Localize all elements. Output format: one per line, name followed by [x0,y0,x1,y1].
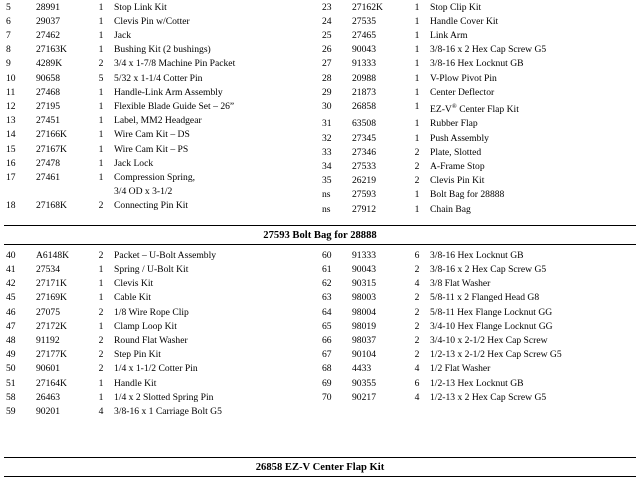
cell-part: 90043 [352,44,376,56]
cell-desc: 3/8 Flat Washer [430,278,491,290]
cell-item: 34 [322,160,332,172]
cell-desc: Jack [114,29,132,41]
cell-part: A6148K [36,249,70,261]
cell-item: ns [322,189,331,201]
cell-desc: 3/4 OD x 3-1/2 [114,186,173,198]
table-row [320,57,636,71]
section-banner-bolt-bag: 27593 Bolt Bag for 28888 [4,225,636,245]
cell-part: 90658 [36,72,60,84]
table-row [320,202,636,216]
cell-part: 90601 [36,363,60,375]
table-row [4,376,320,390]
cell-part: 90217 [352,391,376,403]
cell-desc: V-Plow Pivot Pin [430,72,497,84]
table-row [4,390,320,404]
table-row [4,0,320,14]
table-row [4,43,320,57]
cell-qty: 1 [414,44,420,56]
cell-desc: Bushing Kit (2 bushings) [114,44,211,56]
cell-item: 41 [6,263,16,275]
cell-part: 27534 [36,263,60,275]
cell-part: 26858 [352,100,376,112]
cell-qty: 1 [98,263,104,275]
cell-item: 45 [6,292,16,304]
cell-qty: 1 [98,115,104,127]
cell-desc: Center Deflector [430,86,495,98]
table-row [320,188,636,202]
cell-item [4,185,34,199]
cell-qty: 1 [98,15,104,27]
cell-desc: 3/8-16 x 2 Hex Cap Screw G5 [430,263,547,275]
table-row [4,333,320,347]
table-row [320,0,636,14]
table-row [320,117,636,131]
cell-qty: 2 [414,263,420,275]
cell-part: 29037 [36,15,60,27]
cell-item: 51 [6,377,16,389]
table-row [320,305,636,319]
cell-desc: Clevis Pin Kit [430,175,485,187]
cell-part: 27345 [352,132,376,144]
top-section [4,0,636,222]
cell-qty: 6 [414,377,420,389]
top-left-column [4,0,320,222]
cell-qty: 1 [414,58,420,70]
cell-desc: Push Assembly [430,132,489,144]
cell-part: 27912 [352,203,376,215]
cell-item [4,216,34,219]
cell-part: 27171K [36,278,67,290]
cell-desc: A-Frame Stop [430,160,485,172]
cell-desc: 1/2-13 x 2 Hex Cap Screw G5 [430,391,547,403]
cell-qty [90,216,112,219]
cell-desc: 1/2 Flat Washer [430,363,491,375]
cell-part: 27451 [36,115,60,127]
cell-qty: 1 [98,86,104,98]
cell-item: 9 [6,58,11,70]
cell-desc: 5/32 x 1-1/4 Cotter Pin [114,72,203,84]
cell-desc: Handle-Link Arm Assembly [114,86,223,98]
cell-qty: 1 [98,377,104,389]
cell-part: 98003 [352,292,376,304]
cell-part: 27162K [352,1,383,13]
cell-desc: 3/8-16 Hex Locknut GB [430,58,524,70]
cell-part [34,185,90,199]
table-row [320,71,636,85]
cell-desc [112,216,320,219]
cell-item: 12 [6,100,16,112]
table-row [4,57,320,71]
cell-part: 27169K [36,292,67,304]
table-row [320,348,636,362]
table-row [320,376,636,390]
cell-part: 4433 [352,363,372,375]
cell-qty: 4 [98,405,104,417]
cell-qty: 2 [98,200,104,212]
cell-part: 27478 [36,157,60,169]
spacer-cell [320,216,636,222]
cell-desc: Rubber Flap [430,118,478,130]
cell-item: 50 [6,363,16,375]
bottom-left-column [4,248,320,418]
cell-qty: 2 [414,160,420,172]
cell-item: 49 [6,349,16,361]
table-row [4,277,320,291]
cell-qty: 1 [414,86,420,98]
cell-qty: 1 [414,72,420,84]
cell-part: 28991 [36,1,60,13]
cell-qty: 2 [414,320,420,332]
cell-item: 40 [6,249,16,261]
cell-qty: 4 [414,363,420,375]
cell-item: 61 [322,263,332,275]
cell-part: 91333 [352,249,376,261]
cell-desc: Wire Cam Kit – DS [114,129,190,141]
cell-item: 64 [322,306,332,318]
table-row [320,319,636,333]
cell-part: 27468 [36,86,60,98]
cell-item: 65 [322,320,332,332]
table-row [4,248,320,262]
cell-item: 29 [322,86,332,98]
cell-part: 90043 [352,263,376,275]
cell-item: 15 [6,143,16,155]
table-row [4,14,320,28]
bottom-left-tbody [4,248,320,418]
cell-part: 27346 [352,146,376,158]
cell-qty: 1 [414,1,420,13]
table-row [320,174,636,188]
cell-item: 14 [6,129,16,141]
cell-part: 90104 [352,349,376,361]
cell-desc: 3/8-16 Hex Locknut GB [430,249,524,261]
cell-qty: 1 [98,29,104,41]
table-row [4,404,320,418]
cell-item: 69 [322,377,332,389]
cell-part: 27195 [36,100,60,112]
cell-desc: Bolt Bag for 28888 [430,189,505,201]
table-row [4,305,320,319]
top-right-tbody [320,0,636,222]
cell-item: 28 [322,72,332,84]
cell-qty: 4 [414,278,420,290]
table-row [4,114,320,128]
cell-item: 5 [6,1,11,13]
table-row [4,185,320,199]
cell-desc: 5/8-11 x 2 Flanged Head G8 [430,292,540,304]
table-row [4,199,320,213]
bottom-right-tbody [320,248,636,404]
cell-qty: 1 [414,189,420,201]
cell-item: 13 [6,115,16,127]
cell-qty [90,185,112,199]
cell-desc: Clamp Loop Kit [114,320,177,332]
cell-item: 23 [322,1,332,13]
cell-part: 4289K [36,58,63,70]
cell-part: 90201 [36,405,60,417]
table-row [320,362,636,376]
cell-item: 10 [6,72,16,84]
cell-part [34,216,90,219]
cell-part: 26219 [352,175,376,187]
cell-item: 32 [322,132,332,144]
cell-item: 18 [6,200,16,212]
cell-desc: 3/8-16 x 1 Carriage Bolt G5 [114,405,222,417]
cell-part: 26463 [36,391,60,403]
table-row [320,277,636,291]
cell-qty: 2 [98,349,104,361]
cell-qty: 1 [98,1,104,13]
table-row [320,99,636,116]
cell-item: 26 [322,44,332,56]
table-row [320,131,636,145]
bottom-section [4,248,636,418]
cell-desc: Jack Lock [114,157,154,169]
cell-qty: 1 [414,29,420,41]
cell-part: 27465 [352,29,376,41]
cell-desc: 1/2-13 Hex Locknut GB [430,377,524,389]
cell-item: 11 [6,86,16,98]
table-row [4,128,320,142]
cell-item: 47 [6,320,16,332]
cell-qty: 2 [414,146,420,158]
cell-desc: Wire Cam Kit – PS [114,143,189,155]
cell-desc: Clevis Kit [114,278,154,290]
cell-qty: 2 [414,334,420,346]
cell-item: 6 [6,15,11,27]
cell-desc: Round Flat Washer [114,334,188,346]
table-row [4,348,320,362]
cell-desc: 3/4-10 x 2-1/2 Hex Cap Screw [430,334,548,346]
cell-item: 24 [322,15,332,27]
table-row [320,145,636,159]
cell-part: 21873 [352,86,376,98]
cell-qty: 2 [414,306,420,318]
section-banner-center-flap-kit: 26858 EZ-V Center Flap Kit [4,457,636,477]
top-left-table [4,0,320,219]
cell-qty: 1 [414,15,420,27]
cell-qty: 1 [98,292,104,304]
table-row [4,319,320,333]
table-row [4,170,320,184]
cell-part: 27172K [36,320,67,332]
cell-qty: 1 [98,171,104,183]
table-row [320,159,636,173]
cell-desc: 1/4 x 2 Slotted Spring Pin [114,391,214,403]
cell-desc: 3/4-10 Hex Flange Locknut GG [430,320,553,332]
cell-qty: 1 [414,203,420,215]
cell-desc: Stop Clip Kit [430,1,482,13]
table-row [320,262,636,276]
table-row [4,71,320,85]
cell-desc: EZ-V® Center Flap Kit [430,102,519,116]
cell-part: 98019 [352,320,376,332]
cell-qty: 1 [98,278,104,290]
cell-part: 20988 [352,72,376,84]
cell-part: 27164K [36,377,67,389]
cell-qty: 2 [98,306,104,318]
cell-qty: 1 [98,320,104,332]
bottom-right-table [320,248,636,404]
cell-desc: Flexible Blade Guide Set – 26” [114,100,235,112]
table-row [320,390,636,404]
table-row [4,216,320,219]
cell-part: 27167K [36,143,67,155]
cell-part: 27166K [36,129,67,141]
cell-item: 16 [6,157,16,169]
cell-desc: Chain Bag [430,203,471,215]
cell-desc: 5/8-11 Hex Flange Locknut GG [430,306,553,318]
cell-desc: Step Pin Kit [114,349,161,361]
table-row [4,262,320,276]
table-row [320,85,636,99]
cell-item: 70 [322,391,332,403]
cell-part: 91192 [36,334,60,346]
cell-qty: 1 [414,132,420,144]
cell-qty: 2 [414,175,420,187]
cell-desc: Spring / U-Bolt Kit [114,263,189,275]
cell-item: 8 [6,44,11,56]
cell-qty: 1 [414,118,420,130]
cell-item: 27 [322,58,332,70]
cell-desc: Plate, Slotted [430,146,482,158]
cell-item: 25 [322,29,332,41]
cell-part: 27075 [36,306,60,318]
cell-qty: 1 [98,157,104,169]
cell-desc: Link Arm [430,29,468,41]
cell-part: 27535 [352,15,376,27]
cell-item: 42 [6,278,16,290]
table-row [320,291,636,305]
cell-qty: 2 [98,334,104,346]
cell-part: 90315 [352,278,376,290]
table-row [4,99,320,113]
bottom-right-column [320,248,636,418]
cell-item: 66 [322,334,332,346]
cell-desc: Clevis Pin w/Cotter [114,15,190,27]
cell-desc: Compression Spring, [114,171,196,183]
cell-part: 27163K [36,44,67,56]
cell-desc: Cable Kit [114,292,152,304]
cell-item: 46 [6,306,16,318]
cell-item: 48 [6,334,16,346]
cell-item: 33 [322,146,332,158]
table-row [4,142,320,156]
registered-mark: ® [451,102,457,110]
cell-qty: 2 [98,58,104,70]
cell-part: 27533 [352,160,376,172]
cell-item: 31 [322,118,332,130]
cell-part: 27177K [36,349,67,361]
cell-part: 27168K [36,200,67,212]
top-left-tbody [4,0,320,219]
cell-item: 67 [322,349,332,361]
cell-qty: 5 [98,72,104,84]
cell-qty: 2 [414,292,420,304]
table-row [320,333,636,347]
cell-part: 27461 [36,171,60,183]
cell-qty: 6 [414,249,420,261]
cell-desc: 1/2-13 x 2-1/2 Hex Cap Screw G5 [430,349,562,361]
cell-desc: 1/8 Wire Rope Clip [114,306,189,318]
cell-qty: 1 [98,44,104,56]
cell-qty: 4 [414,391,420,403]
cell-desc: Stop Link Kit [114,1,167,13]
table-row [320,248,636,262]
cell-qty: 1 [98,129,104,141]
table-row [4,156,320,170]
cell-part: 27593 [352,189,376,201]
cell-item: 35 [322,175,332,187]
cell-item: 68 [322,363,332,375]
top-right-table [320,0,636,222]
cell-part: 27462 [36,29,60,41]
cell-desc: Packet – U-Bolt Assembly [114,249,217,261]
cell-desc: Handle Kit [114,377,157,389]
spacer-row [320,216,636,222]
table-row [320,28,636,42]
cell-desc: Handle Cover Kit [430,15,499,27]
cell-desc: Label, MM2 Headgear [114,115,202,127]
table-row [4,85,320,99]
cell-qty: 1 [98,391,104,403]
cell-item: 30 [322,100,332,112]
cell-qty: 1 [414,100,420,112]
cell-part: 63508 [352,118,376,130]
table-row [4,28,320,42]
cell-item: 17 [6,171,16,183]
cell-item: 59 [6,405,16,417]
cell-desc: 3/8-16 x 2 Hex Cap Screw G5 [430,44,547,56]
cell-item: 62 [322,278,332,290]
table-row [320,43,636,57]
cell-desc: 1/4 x 1-1/2 Cotter Pin [114,363,198,375]
table-row [320,14,636,28]
cell-qty: 2 [414,349,420,361]
bottom-left-table [4,248,320,418]
top-right-column [320,0,636,222]
cell-item: ns [322,203,331,215]
cell-item: 7 [6,29,11,41]
cell-item: 60 [322,249,332,261]
cell-desc: 3/4 x 1-7/8 Machine Pin Packet [114,58,236,70]
cell-item: 63 [322,292,332,304]
table-row [4,362,320,376]
cell-part: 98004 [352,306,376,318]
cell-item: 58 [6,391,16,403]
cell-qty: 1 [98,100,104,112]
cell-qty: 2 [98,249,104,261]
cell-part: 98037 [352,334,376,346]
cell-qty: 2 [98,363,104,375]
cell-part: 90355 [352,377,376,389]
cell-qty: 1 [98,143,104,155]
table-row [4,291,320,305]
cell-desc: Connecting Pin Kit [114,200,189,212]
cell-part: 91333 [352,58,376,70]
